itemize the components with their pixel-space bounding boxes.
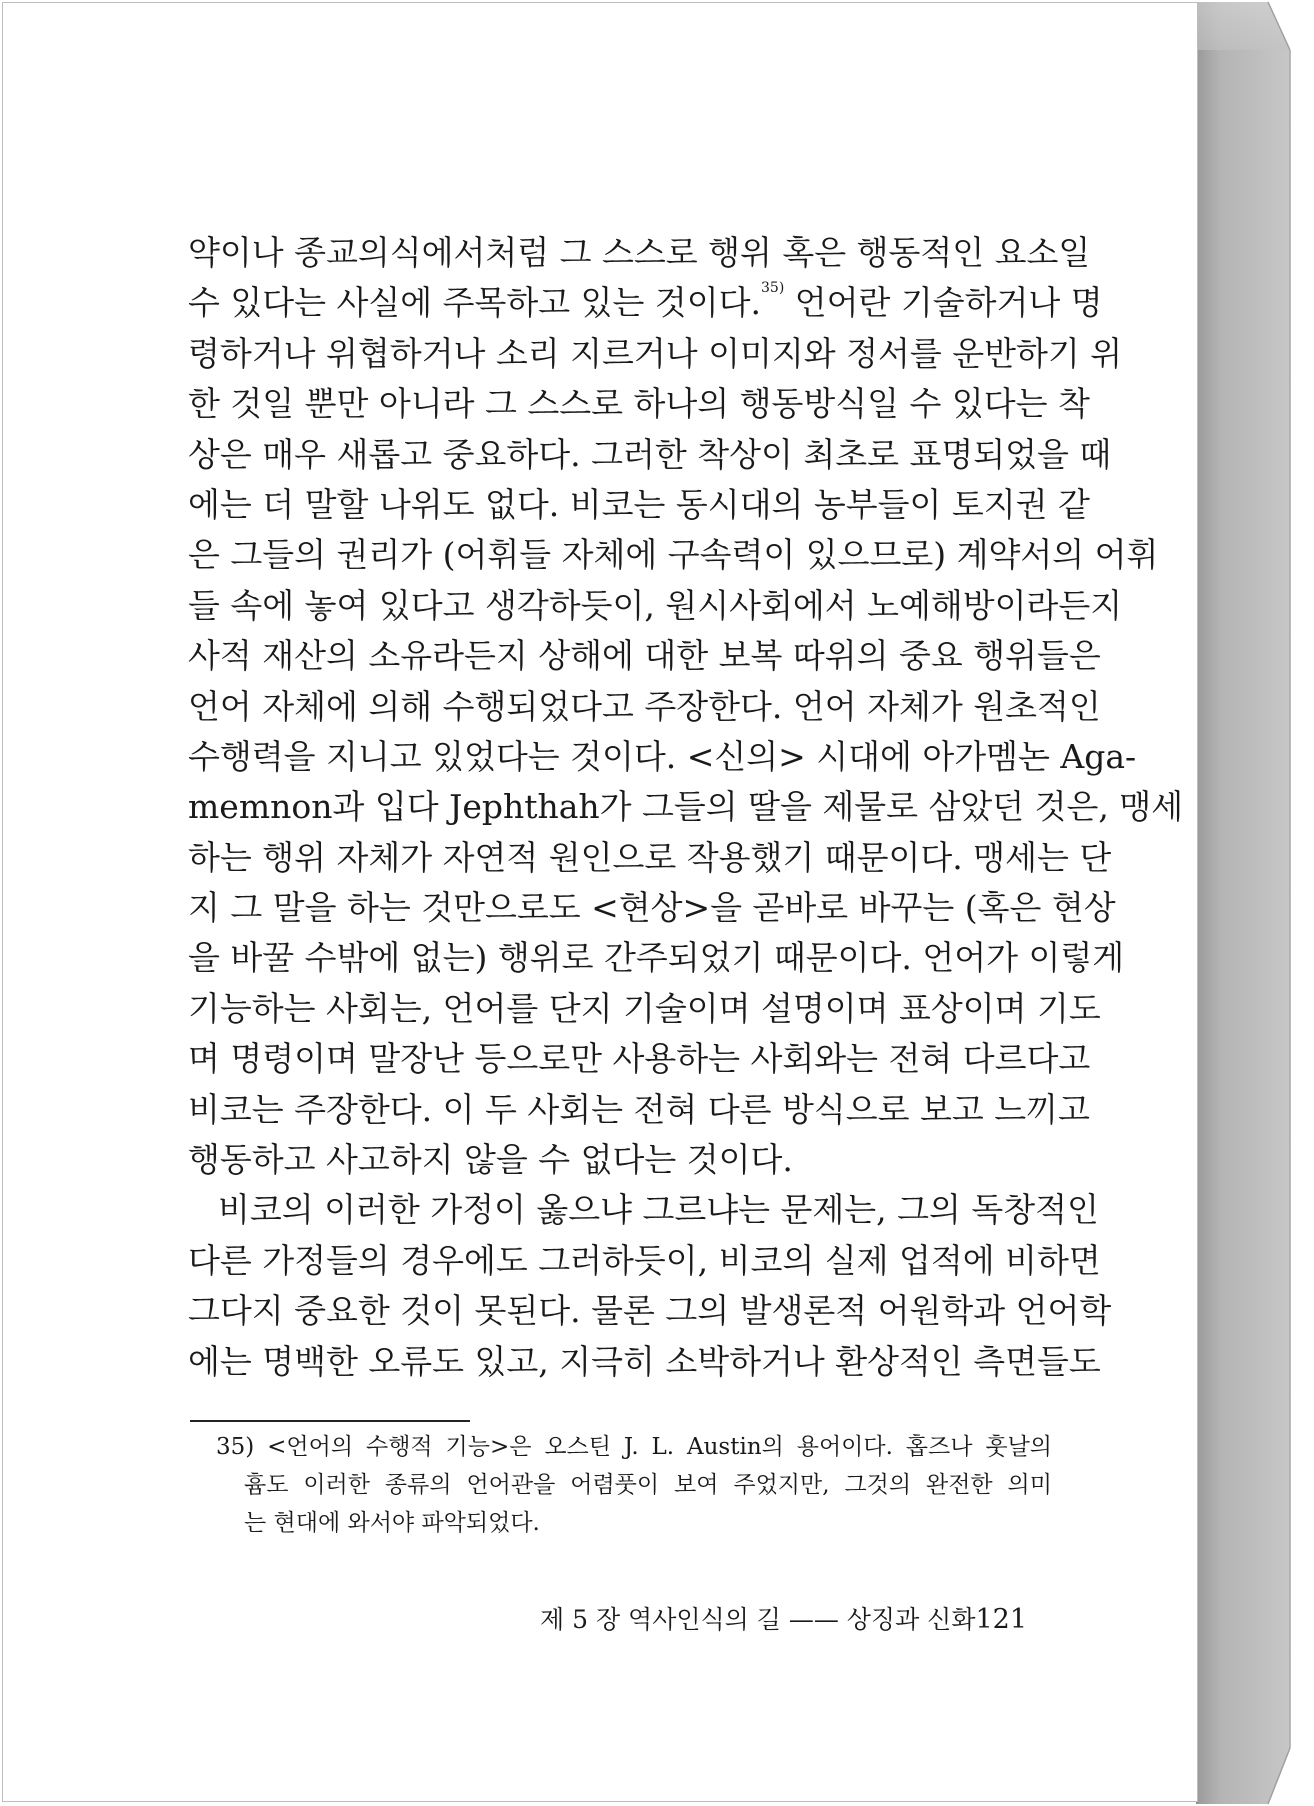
footnote-line-3: 는 현대에 와서야 파악되었다.	[244, 1510, 540, 1536]
body-line-4: 한 것일 뿐만 아니라 그 스스로 하나의 행동방식일 수 있다는 착	[188, 384, 1090, 424]
chapter-title: 제 5 장 역사인식의 길 —— 상징과 신화	[540, 1605, 976, 1634]
body-text	[188, 228, 1184, 1387]
body-line-7: 은 그들의 권리가 (어휘들 자체에 구속력이 있으므로) 계약서의 어휘	[188, 535, 1159, 575]
body-line-13: 하는 행위 자체가 자연적 원인으로 작용했기 때문이다. 맹세는 단	[188, 837, 1112, 877]
body-line-2b: 언어란 기술하거나 명	[794, 283, 1103, 323]
footnote	[216, 1428, 1052, 1542]
body-line-18: 비코는 주장한다. 이 두 사회는 전혀 다른 방식으로 보고 느끼고	[188, 1089, 1090, 1129]
body-line-21: 다른 가정들의 경우에도 그러하듯이, 비코의 실제 업적에 비하면	[188, 1240, 1101, 1280]
footnote-number: 35)	[216, 1434, 255, 1460]
body-line-3: 령하거나 위협하거나 소리 지르거나 이미지와 정서를 운반하기 위	[188, 333, 1123, 373]
body-line-12: memnon과 입다 Jephthah가 그들의 딸을 제물로 삼았던 것은, 맹세	[188, 787, 1184, 827]
body-line-10: 언어 자체에 의해 수행되었다고 주장한다. 언어 자체가 원초적인	[188, 686, 1101, 726]
body-line-22: 그다지 중요한 것이 못된다. 물론 그의 발생론적 어원학과 언어학	[188, 1291, 1112, 1331]
body-line-23: 에는 명백한 오류도 있고, 지극히 소박하거나 환상적인 측면들도	[188, 1341, 1101, 1381]
body-line-9: 사적 재산의 소유라든지 상해에 대한 보복 따위의 중요 행위들은	[188, 636, 1101, 676]
footnote-line-1	[216, 1428, 1052, 1466]
body-line-14: 지 그 말을 하는 것만으로도 <현상>을 곧바로 바꾸는 (혹은 현상	[188, 888, 1116, 928]
body-line-5: 상은 매우 새롭고 중요하다. 그러한 착상이 최초로 표명되었을 때	[188, 434, 1112, 474]
page-number: 121	[975, 1604, 1028, 1635]
body-line-2	[188, 278, 1103, 328]
body-line-6: 에는 더 말할 나위도 없다. 비코는 동시대의 농부들이 토지권 같	[188, 484, 1090, 524]
running-footer	[540, 1602, 1028, 1638]
footnote-text-1: <언어의 수행적 기능>은 오스틴 J. L. Austin의 용어이다. 홉즈나 훗날의	[267, 1434, 1053, 1460]
body-line-16: 기능하는 사회는, 언어를 단지 기술이며 설명이며 표상이며 기도	[188, 988, 1101, 1028]
footnote-reference: 35)	[761, 280, 785, 297]
body-line-8: 들 속에 놓여 있다고 생각하듯이, 원시사회에서 노예해방이라든지	[188, 585, 1123, 625]
body-line-11: 수행력을 지니고 있었다는 것이다. <신의> 시대에 아가멤논 Aga-	[188, 736, 1137, 776]
body-line-1: 약이나 종교의식에서처럼 그 스스로 행위 혹은 행동적인 요소일	[188, 233, 1091, 272]
body-line-19: 행동하고 사고하지 않을 수 없다는 것이다.	[188, 1140, 793, 1180]
body-line-15: 을 바꿀 수밖에 없는) 행위로 간주되었기 때문이다. 언어가 이렇게	[188, 938, 1125, 978]
footnote-line-2: 흄도 이러한 종류의 언어관을 어렴풋이 보여 주었지만, 그것의 완전한 의미	[244, 1472, 1052, 1498]
footnote-divider	[190, 1420, 470, 1422]
body-line-2a: 수 있다는 사실에 주목하고 있는 것이다.	[188, 283, 761, 323]
body-line-17: 며 명령이며 말장난 등으로만 사용하는 사회와는 전혀 다르다고	[188, 1039, 1091, 1079]
body-line-20: 비코의 이러한 가정이 옳으냐 그르냐는 문제는, 그의 독창적인	[218, 1190, 1099, 1230]
